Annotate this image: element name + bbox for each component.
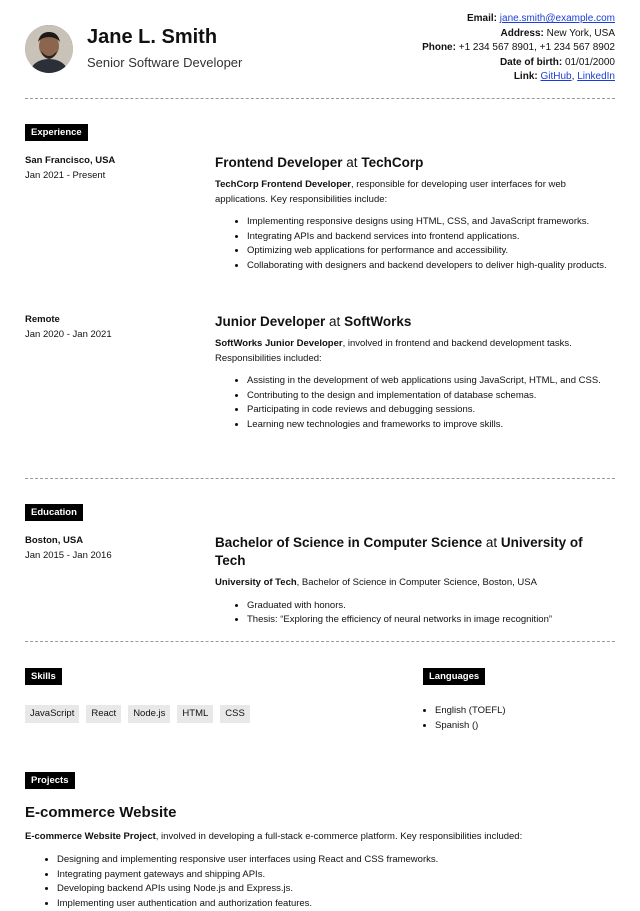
- skill-chip: React: [86, 705, 121, 723]
- link-label: Link:: [514, 71, 538, 82]
- list-item: • Graduated with honors.: [247, 599, 615, 614]
- list-item: • Developing backend APIs using Node.js and Express.js.: [57, 882, 615, 897]
- contact-link-row: [422, 70, 615, 85]
- job-lead: TechCorp Frontend Developer: [215, 179, 351, 190]
- list-item: • Learning new technologies and frameworks to improve skills.: [247, 418, 615, 433]
- skills-list: [25, 705, 250, 723]
- address-label: Address:: [500, 28, 543, 39]
- job-description: [215, 178, 615, 207]
- job-company: SoftWorks: [344, 314, 411, 329]
- list-item: • Participating in code reviews and debugging sessions.: [247, 403, 615, 418]
- github-link[interactable]: GitHub: [541, 71, 572, 82]
- contact-block: [422, 12, 615, 85]
- education-lead: University of Tech: [215, 577, 297, 588]
- job-dates: Jan 2021 - Present: [25, 169, 115, 184]
- job-city: San Francisco, USA: [25, 154, 115, 169]
- project-bullets: [25, 853, 615, 911]
- linkedin-link[interactable]: LinkedIn: [577, 71, 615, 82]
- education-body: [215, 534, 615, 628]
- job-title: [215, 154, 615, 172]
- list-item: • Optimizing web applications for performance and accessibility.: [247, 244, 615, 259]
- education-dates: Jan 2015 - Jan 2016: [25, 549, 112, 564]
- job-desc-text: , involved in frontend and backend development tasks. Responsibilities included:: [215, 338, 572, 364]
- job-body: [215, 313, 615, 432]
- job-desc-text: , responsible for developing user interfaces for web applications. Key responsibilities include:: [215, 179, 566, 205]
- education-bullets: [215, 599, 615, 628]
- education-school: University of Tech: [215, 535, 583, 568]
- list-item: • Collaborating with designers and backend developers to deliver high-quality products.: [247, 259, 615, 274]
- skill-chip: Node.js: [128, 705, 170, 723]
- phone-value: +1 234 567 8901, +1 234 567 8902: [459, 42, 615, 53]
- project-desc-text: , involved in developing a full-stack e-commerce platform. Key responsibilities included:: [156, 831, 522, 842]
- job-bullets: [215, 215, 615, 273]
- job-title: [215, 313, 615, 331]
- list-item: • English (TOEFL): [435, 704, 506, 719]
- job-location: [25, 313, 112, 342]
- full-name: Jane L. Smith: [87, 26, 217, 49]
- email-link[interactable]: jane.smith@example.com: [500, 13, 615, 24]
- project-description: [25, 830, 522, 845]
- education-desc-text: , Bachelor of Science in Computer Science, Boston, USA: [297, 577, 537, 588]
- project-title: E-commerce Website: [25, 804, 176, 821]
- education-at: at: [486, 535, 497, 550]
- education-title: [215, 534, 615, 570]
- job-location: [25, 154, 115, 183]
- list-item: • Contributing to the design and implementation of database schemas.: [247, 389, 615, 404]
- languages-list-wrap: [423, 704, 506, 733]
- skills-tag: Skills: [25, 668, 62, 685]
- education-tag: Education: [25, 504, 83, 521]
- education-description: [215, 576, 615, 591]
- list-item: • Implementing responsive designs using HTML, CSS, and JavaScript frameworks.: [247, 215, 615, 230]
- list-item: • Assisting in the development of web applications using JavaScript, HTML, and CSS.: [247, 374, 615, 389]
- contact-phone-row: [422, 41, 615, 56]
- header: [25, 12, 615, 92]
- project-lead: E-commerce Website Project: [25, 831, 156, 842]
- job-position: Junior Developer: [215, 314, 325, 329]
- dob-label: Date of birth:: [500, 57, 562, 68]
- avatar: [25, 25, 73, 73]
- job-at: at: [346, 155, 357, 170]
- contact-email-row: [422, 12, 615, 27]
- list-item: • Designing and implementing responsive user interfaces using React and CSS frameworks.: [57, 853, 615, 868]
- job-description: [215, 337, 615, 366]
- job-position: Frontend Developer: [215, 155, 343, 170]
- section-divider: [25, 98, 615, 99]
- languages-list: [423, 704, 506, 733]
- section-divider: [25, 641, 615, 642]
- education-degree: Bachelor of Science in Computer Science: [215, 535, 482, 550]
- projects-tag: Projects: [25, 772, 75, 789]
- dob-value: 01/01/2000: [565, 57, 615, 68]
- education-city: Boston, USA: [25, 534, 112, 549]
- job-company: TechCorp: [361, 155, 423, 170]
- list-item: • Integrating APIs and backend services into frontend applications.: [247, 230, 615, 245]
- list-item: • Thesis: “Exploring the efficiency of neural networks in image recognition”: [247, 613, 615, 628]
- link-separator: ,: [572, 71, 575, 82]
- experience-tag: Experience: [25, 124, 88, 141]
- job-at: at: [329, 314, 340, 329]
- contact-dob-row: [422, 56, 615, 71]
- section-divider: [25, 478, 615, 479]
- job-role: Senior Software Developer: [87, 55, 242, 70]
- education-location: [25, 534, 112, 563]
- skill-chip: JavaScript: [25, 705, 79, 723]
- email-label: Email:: [467, 13, 497, 24]
- avatar-portrait-icon: [25, 25, 73, 73]
- job-body: [215, 154, 615, 273]
- address-value: New York, USA: [547, 28, 615, 39]
- contact-address-row: [422, 27, 615, 42]
- job-bullets: [215, 374, 615, 432]
- list-item: • Integrating payment gateways and shipping APIs.: [57, 868, 615, 883]
- job-lead: SoftWorks Junior Developer: [215, 338, 343, 349]
- project-bullets-wrap: [25, 853, 615, 911]
- list-item: • Implementing user authentication and authorization features.: [57, 897, 615, 911]
- job-city: Remote: [25, 313, 112, 328]
- list-item: • Spanish (): [435, 719, 506, 734]
- skill-chip: HTML: [177, 705, 213, 723]
- phone-label: Phone:: [422, 42, 456, 53]
- languages-tag: Languages: [423, 668, 485, 685]
- job-dates: Jan 2020 - Jan 2021: [25, 328, 112, 343]
- skill-chip: CSS: [220, 705, 250, 723]
